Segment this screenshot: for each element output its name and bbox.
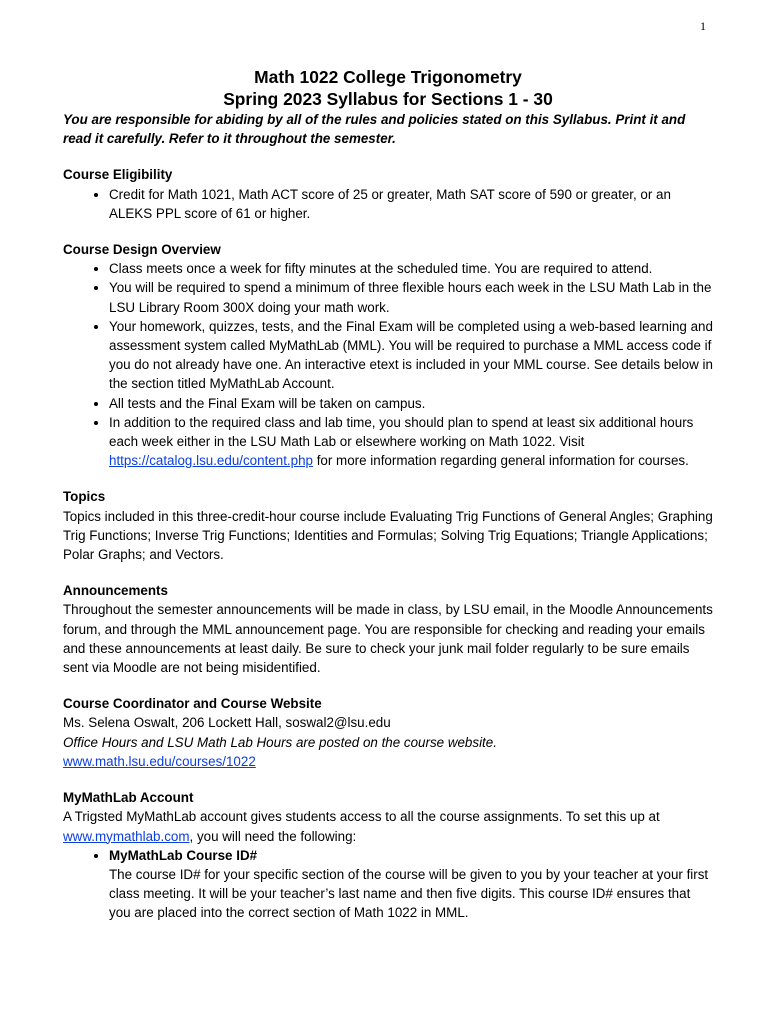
section-eligibility — [63, 165, 713, 223]
mymathlab-list — [63, 846, 713, 923]
mymathlab-intro-text: , you will need the following: — [189, 828, 357, 844]
list-item — [109, 846, 713, 923]
design-heading: Course Design Overview — [63, 242, 221, 258]
list-item: • Class meets once a week for fifty minutes at the scheduled time. You are required to attend. — [109, 259, 713, 278]
section-design-overview — [63, 240, 713, 470]
announcements-heading: Announcements — [63, 583, 168, 599]
coordinator-heading: Course Coordinator and Course Website — [63, 696, 322, 712]
syllabus-document — [63, 66, 713, 923]
title-term: Spring 2023 Syllabus for Sections 1 - 30 — [223, 89, 553, 109]
mymathlab-intro-text: A Trigsted MyMathLab account gives students access to all the course assignments. To set this up at — [63, 809, 660, 825]
section-coordinator — [63, 694, 713, 771]
list-item-text: In addition to the required class and lab time, you should plan to spend at least six additional hours each week either in the LSU Math Lab or elsewhere working on Math 1022. Visit — [109, 414, 694, 450]
title-course: Math 1022 College Trigonometry — [254, 67, 522, 87]
mymathlab-link[interactable]: www.mymathlab.com — [63, 828, 190, 844]
page-number: 1 — [700, 19, 706, 33]
mymathlab-heading: MyMathLab Account — [63, 790, 194, 806]
eligibility-heading: Course Eligibility — [63, 167, 173, 183]
mymathlab-intro — [63, 807, 713, 845]
eligibility-list — [63, 185, 713, 223]
catalog-link[interactable]: https://catalog.lsu.edu/content.php — [109, 453, 313, 469]
coordinator-contact: Ms. Selena Oswalt, 206 Lockett Hall, soswal2@lsu.edu — [63, 715, 391, 731]
section-mymathlab — [63, 788, 713, 922]
list-item-text: for more information regarding general information for courses. — [312, 453, 689, 469]
section-topics — [63, 487, 713, 564]
design-list — [63, 259, 713, 470]
intro-statement: You are responsible for abiding by all of the rules and policies stated on this Syllabus. Print it and read it carefully. Refer to it throughout the semester. — [63, 112, 686, 147]
list-item: • Credit for Math 1021, Math ACT score of 25 or greater, Math SAT score of 590 or greater, or an ALEKS PPL score of 61 or higher. — [109, 185, 713, 223]
list-item: • Your homework, quizzes, tests, and the Final Exam will be completed using a web-based learning and assessment system called MyMathLab (MML). You will be required to purchase a MML access code if you do not already have one. An interactive etext is included in your MML course. See details below in the section titled MyMathLab Account. — [109, 317, 713, 394]
section-announcements — [63, 581, 713, 677]
topics-heading: Topics — [63, 489, 106, 505]
course-website-link[interactable]: www.math.lsu.edu/courses/1022 — [63, 753, 256, 769]
hours-note: Office Hours and LSU Math Lab Hours are posted on the course website. — [63, 734, 497, 750]
topics-text: Topics included in this three-credit-hour course include Evaluating Trig Functions of General Angles; Graphing Trig Functions; Inverse Trig Functions; Identities and Formulas; Solving Trig Equations; Triangle Applications; Polar Graphs; and Vectors. — [63, 508, 713, 563]
list-item: • All tests and the Final Exam will be taken on campus. — [109, 394, 713, 413]
course-id-text: The course ID# for your specific section of the course will be given to you by your teacher at your first class meeting. It will be your teacher’s last name and then five digits. This course ID# ensures that you are placed into the correct section of Math 1022 in MML. — [109, 866, 709, 921]
announcements-text: Throughout the semester announcements will be made in class, by LSU email, in the Moodle Announcements forum, and through the MML announcement page. You are responsible for checking and reading your emails and these announcements at least daily. Be sure to check your junk mail folder regularly to be sure emails sent via Moodle are not being misidentified. — [63, 602, 713, 676]
list-item: • You will be required to spend a minimum of three flexible hours each week in the LSU Math Lab in the LSU Library Room 300X doing your math work. — [109, 278, 713, 316]
course-id-title: • MyMathLab Course ID# — [109, 847, 258, 863]
document-title — [63, 66, 713, 110]
list-item — [109, 413, 713, 471]
